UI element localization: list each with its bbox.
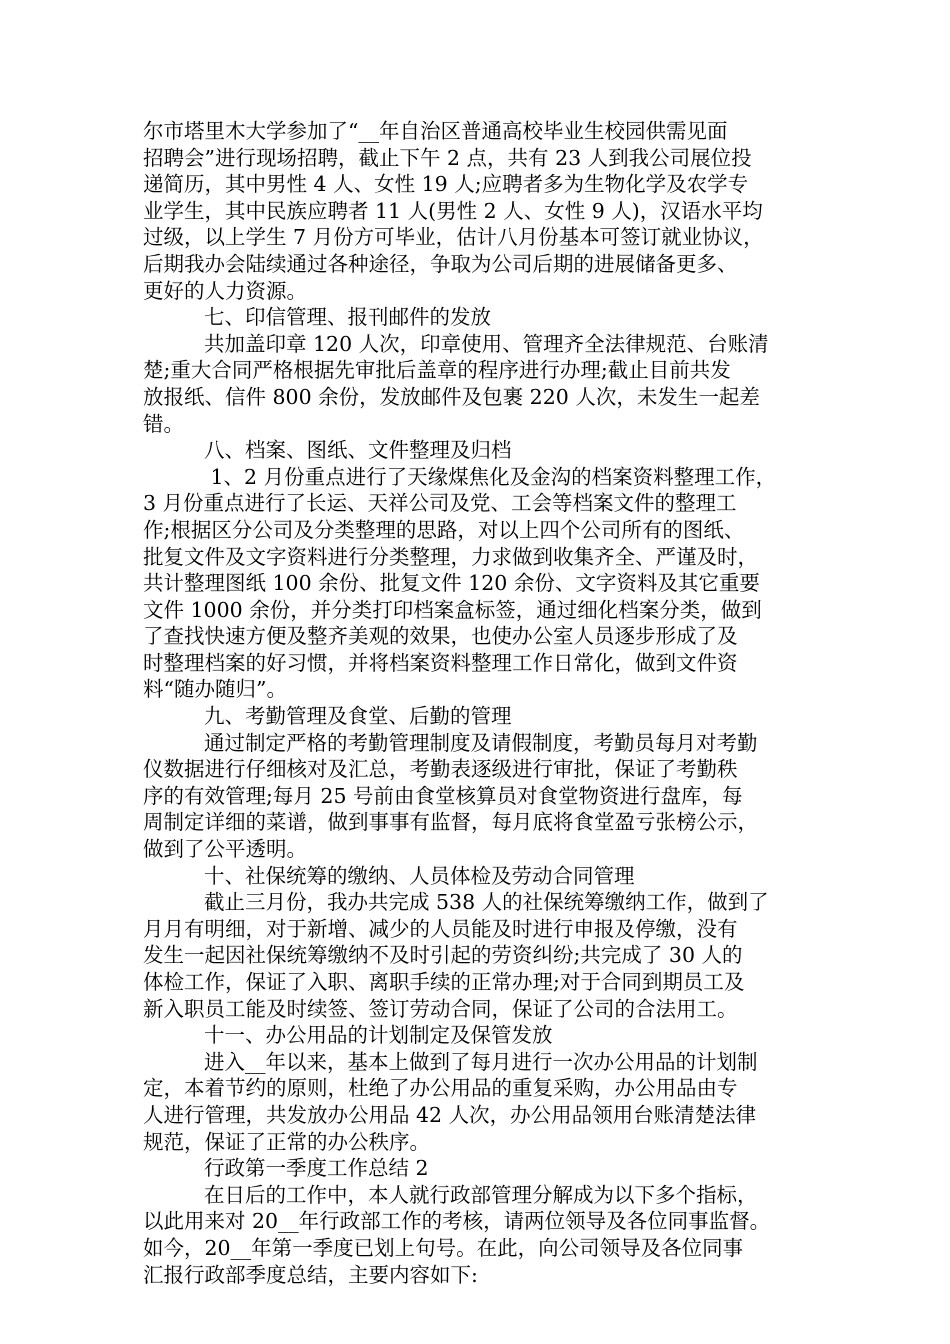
body-line: 料“随办随归”。 (143, 677, 287, 702)
body-line: 仪数据进行仔细核对及汇总，考勤表逐级进行审批，保证了考勤秩 (143, 757, 738, 782)
body-line: 楚;重大合同严格根据先审批后盖章的程序进行办理;截止目前共发 (143, 358, 731, 383)
body-line: 1、2 月份重点进行了天缘煤焦化及金沟的档案资料整理工作， (204, 464, 777, 489)
body-line: 体检工作，保证了入职、离职手续的正常办理;对于合同到期员工及 (143, 970, 745, 994)
body-line: 文件 1000 余份，并分类打印档案盒标签，通过细化档案分类，做到 (143, 597, 762, 622)
body-line: 新入职员工能及时续签、签订劳动合同，保证了公司的合法用工。 (143, 996, 738, 1021)
body-line: 批复文件及文字资料进行分类整理，力求做到收集齐全、严谨及时， (143, 544, 758, 569)
section-heading: 八、档案、图纸、文件整理及归档 (204, 438, 512, 463)
body-line: 周制定详细的菜谱，做到事事有监督，每月底将食堂盈亏张榜公示， (143, 810, 758, 835)
body-line: 递简历，其中男性 4 人、女性 19 人;应聘者多为生物化学及农学专 (143, 172, 749, 197)
section-heading: 七、印信管理、报刊邮件的发放 (204, 305, 491, 330)
body-line: 如今，20__年第一季度已划上句号。在此，向公司领导及各位同事 (143, 1235, 744, 1260)
body-line: 了查找快速方便及整齐美观的效果，也使办公室人员逐步形成了及 (143, 624, 738, 649)
body-line: 规范，保证了正常的办公秩序。 (143, 1129, 430, 1154)
section-heading: 十一、办公用品的计划制定及保管发放 (204, 1023, 553, 1048)
body-line: 月月有明细，对于新增、减少的人员能及时进行申报及停缴，没有 (143, 916, 738, 941)
body-line: 序的有效管理;每月 25 号前由食堂核算员对食堂物资进行盘库，每 (143, 783, 743, 808)
section-heading: 九、考勤管理及食堂、后勤的管理 (204, 704, 512, 729)
body-line: 时整理档案的好习惯，并将档案资料整理工作日常化，做到文件资 (143, 650, 738, 675)
body-line: 发生一起因社保统筹缴纳不及时引起的劳资纠纷;共完成了 30 人的 (143, 943, 743, 968)
body-line: 更好的人力资源。 (143, 278, 307, 303)
body-line: 3 月份重点进行了长运、天祥公司及党、工会等档案文件的整理工 (143, 491, 737, 516)
body-line: 放报纸、信件 800 余份，发放邮件及包裹 220 人次，未发生一起差 (143, 384, 760, 409)
body-line: 做到了公平透明。 (143, 837, 307, 862)
body-line: 人进行管理，共发放办公用品 42 人次，办公用品领用台账清楚法律 (143, 1102, 757, 1127)
body-line: 进入__年以来，基本上做到了每月进行一次办公用品的计划制 (204, 1049, 758, 1074)
body-line: 后期我办会陆续通过各种途径，争取为公司后期的进展储备更多、 (143, 251, 738, 276)
body-line: 尔市塔里木大学参加了“__年自治区普通高校毕业生校园供需见面 (143, 119, 728, 143)
body-line: 汇报行政部季度总结，主要内容如下: (143, 1262, 478, 1287)
body-line: 通过制定严格的考勤管理制度及请假制度，考勤员每月对考勤 (204, 730, 758, 755)
body-line: 以此用来对 20__年行政部工作的考核，请两位领导及各位同事监督。 (143, 1209, 771, 1234)
body-line: 作;根据区分公司及分类整理的思路，对以上四个公司所有的图纸、 (143, 517, 745, 542)
section-heading: 十、社保统筹的缴纳、人员体检及劳动合同管理 (204, 863, 635, 888)
document-body (143, 118, 823, 1288)
body-line: 在日后的工作中，本人就行政部管理分解成为以下多个指标， (204, 1182, 758, 1207)
body-line: 共计整理图纸 100 余份、批复文件 120 余份、文字资料及其它重要 (143, 571, 760, 596)
section-heading: 行政第一季度工作总结 2 (204, 1156, 429, 1181)
body-line: 业学生，其中民族应聘者 11 人(男性 2 人、女性 9 人)，汉语水平均 (143, 198, 763, 223)
body-line: 截止三月份，我办共完成 538 人的社保统筹缴纳工作，做到了 (204, 890, 769, 915)
body-line: 错。 (143, 411, 184, 436)
body-line: 招聘会”进行现场招聘，截止下午 2 点，共有 23 人到我公司展位投 (143, 145, 752, 170)
body-line: 共加盖印章 120 人次，印章使用、管理齐全法律规范、台账清 (204, 331, 769, 356)
body-line: 定，本着节约的原则，杜绝了办公用品的重复采购，办公用品由专 (143, 1076, 738, 1101)
body-line: 过级，以上学生 7 月份方可毕业，估计八月份基本可签订就业协议， (143, 225, 764, 250)
